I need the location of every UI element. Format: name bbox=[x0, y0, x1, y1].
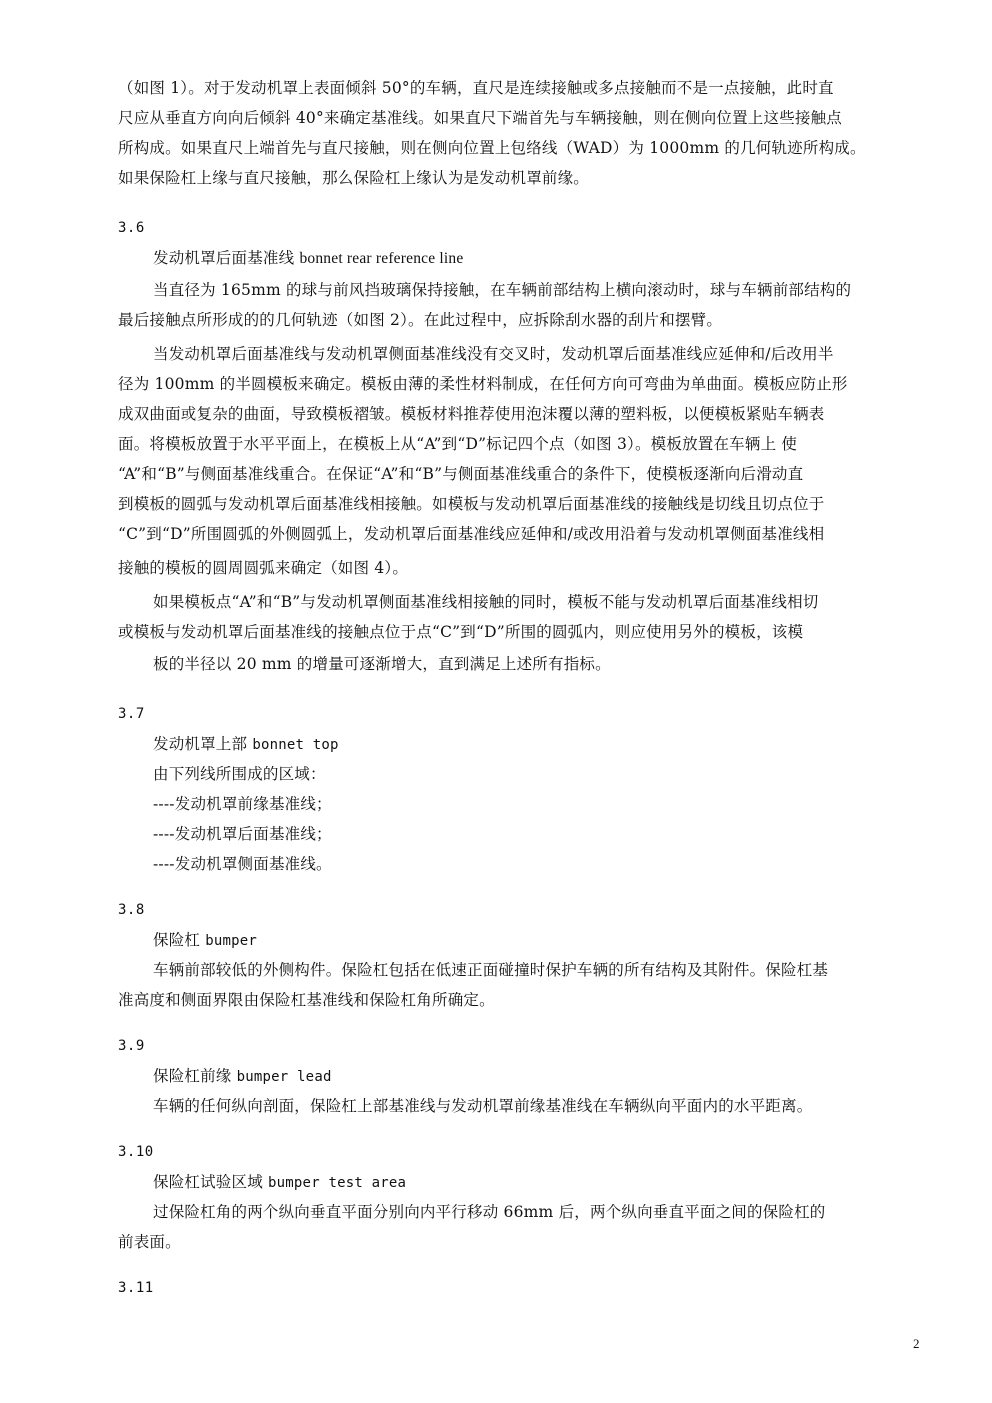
section-number: 3.8 bbox=[118, 902, 145, 918]
section-number: 3.11 bbox=[118, 1280, 154, 1296]
term-english: bumper bbox=[205, 933, 258, 949]
term-chinese: 保险杠 bbox=[153, 931, 201, 949]
section-number: 3.7 bbox=[118, 706, 145, 722]
body-line: 由下列线所围成的区域： bbox=[153, 765, 326, 783]
body-line: “A”和“B”与侧面基准线重合。在保证“A”和“B”与侧面基准线重合的条件下，使模板逐渐向后滑动直 bbox=[118, 465, 804, 483]
term-english: bumper lead bbox=[236, 1069, 332, 1085]
section-number: 3.6 bbox=[118, 220, 145, 236]
term-heading bbox=[153, 1172, 406, 1193]
body-line: 或模板与发动机罩后面基准线的接触点位于点“C”到“D”所围的圆弧内，则应使用另外的模板，该模 bbox=[118, 623, 804, 641]
body-line: 车辆前部较低的外侧构件。保险杠包括在低速正面碰撞时保护车辆的所有结构及其附件。保险杠基 bbox=[153, 961, 829, 979]
body-line: 到模板的圆弧与发动机罩后面基准线相接触。如模板与发动机罩后面基准线的接触线是切线且切点位于 bbox=[118, 495, 825, 513]
term-heading bbox=[153, 930, 257, 951]
list-item: ----发动机罩后面基准线； bbox=[153, 825, 332, 843]
body-line: “C”到“D”所围圆弧的外侧圆弧上，发动机罩后面基准线应延伸和/或改用沿着与发动机罩侧面基准线相 bbox=[118, 525, 825, 543]
body-line: 当直径为 165mm 的球与前风挡玻璃保持接触，在车辆前部结构上横向滚动时，球与车辆前部结构的 bbox=[153, 281, 852, 299]
list-item: ----发动机罩侧面基准线。 bbox=[153, 855, 332, 873]
body-line: 成双曲面或复杂的曲面，导致模板褶皱。模板材料推荐使用泡沫覆以薄的塑料板，以便模板紧贴车辆表 bbox=[118, 405, 825, 423]
body-line: 尺应从垂直方向向后倾斜 40°来确定基准线。如果直尺下端首先与车辆接触，则在侧向位置上这些接触点 bbox=[118, 109, 843, 127]
body-line: 准高度和侧面界限由保险杠基准线和保险杠角所确定。 bbox=[118, 991, 495, 1009]
body-line: （如图 1）。对于发动机罩上表面倾斜 50°的车辆，直尺是连续接触或多点接触而不是一点接触，此时直 bbox=[118, 79, 834, 97]
body-line: 板的半径以 20 mm 的增量可逐渐增大，直到满足上述所有指标。 bbox=[153, 655, 611, 673]
term-heading bbox=[153, 1066, 332, 1087]
term-english: bumper test area bbox=[268, 1175, 407, 1191]
body-line: 过保险杠角的两个纵向垂直平面分别向内平行移动 66mm 后，两个纵向垂直平面之间的保险杠的 bbox=[153, 1203, 826, 1221]
body-line: 接触的模板的圆周圆弧来确定（如图 4）。 bbox=[118, 559, 409, 577]
term-english: bonnet top bbox=[252, 737, 339, 753]
term-chinese: 保险杠试验区域 bbox=[153, 1173, 263, 1191]
term-chinese: 发动机罩后面基准线 bbox=[153, 249, 295, 267]
body-line: 径为 100mm 的半圆模板来确定。模板由薄的柔性材料制成，在任何方向可弯曲为单曲面。模板应防止形 bbox=[118, 375, 848, 393]
body-line: 前表面。 bbox=[118, 1233, 181, 1251]
body-line: 所构成。如果直尺上端首先与直尺接触，则在侧向位置上包络线（WAD）为 1000mm 的几何轨迹所构成。 bbox=[118, 139, 866, 157]
body-line: 如果保险杠上缘与直尺接触，那么保险杠上缘认为是发动机罩前缘。 bbox=[118, 169, 590, 187]
body-line: 如果模板点“A”和“B”与发动机罩侧面基准线相接触的同时，模板不能与发动机罩后面基准线相切 bbox=[153, 593, 819, 611]
section-number: 3.9 bbox=[118, 1038, 145, 1054]
list-item: ----发动机罩前缘基准线； bbox=[153, 795, 332, 813]
term-heading bbox=[153, 734, 339, 755]
body-line: 最后接触点所形成的的几何轨迹（如图 2）。在此过程中，应拆除刮水器的刮片和摆臂。 bbox=[118, 311, 723, 329]
page-number: 2 bbox=[913, 1336, 920, 1351]
term-heading bbox=[153, 248, 463, 269]
body-line: 车辆的任何纵向剖面，保险杠上部基准线与发动机罩前缘基准线在车辆纵向平面内的水平距离。 bbox=[153, 1097, 813, 1115]
term-chinese: 保险杠前缘 bbox=[153, 1067, 232, 1085]
body-line: 当发动机罩后面基准线与发动机罩侧面基准线没有交叉时，发动机罩后面基准线应延伸和/后改用半 bbox=[153, 345, 834, 363]
section-number: 3.10 bbox=[118, 1144, 154, 1160]
body-line: 面。将模板放置于水平平面上，在模板上从“A”到“D”标记四个点（如图 3）。模板放置在车辆上 使 bbox=[118, 435, 798, 453]
term-chinese: 发动机罩上部 bbox=[153, 735, 248, 753]
term-english: bonnet rear reference line bbox=[299, 250, 464, 267]
